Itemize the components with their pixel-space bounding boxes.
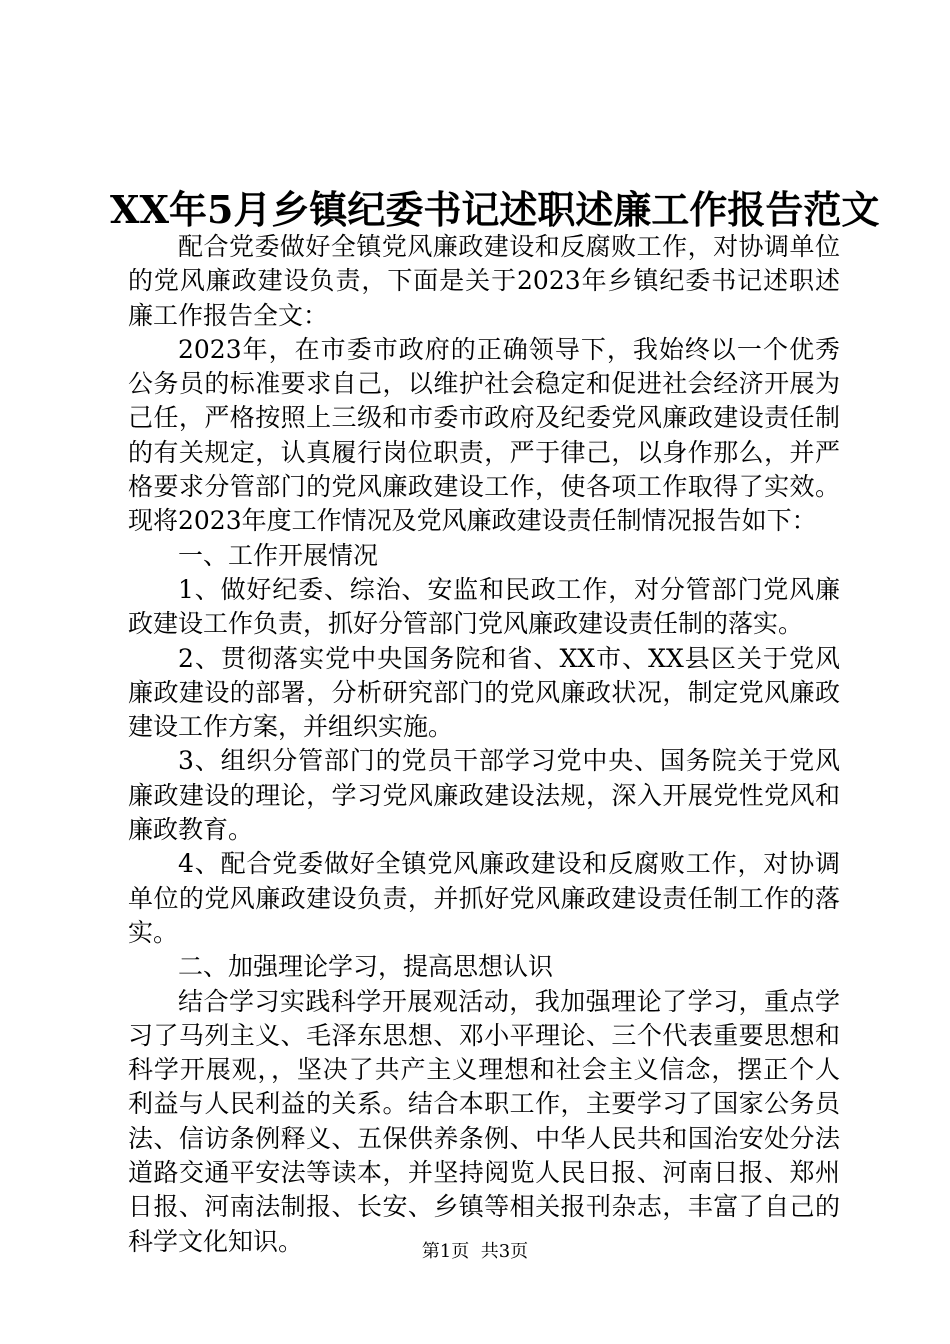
section-heading-theory: 二、加强理论学习，提高思想认识 (178, 952, 554, 982)
page-number-total: 共3页 (480, 1241, 529, 1262)
paragraph-overview: 2023年，在市委市政府的正确领导下，我始终以一个优秀公务员的标准要求自己，以维护社会稳定和促进社会经济开展为己任，严格按照上三级和市委市政府及纪委党风廉政建设责任制的有关规定，认真履行岗位职责，严于律己，以身作那么，并严格要求分管部门的党风廉政建设工作，使各项工作取得了实效。现将2023年度工作情况及党风廉政建设责任制情况报告如下： (128, 334, 840, 536)
paragraph-item-3: 3、组织分管部门的党员干部学习党中央、国务院关于党风廉政建设的理论，学习党风廉政建设法规，深入开展党性党风和廉政教育。 (128, 746, 840, 845)
paragraph-item-4: 4、配合党委做好全镇党风廉政建设和反腐败工作，对协调单位的党风廉政建设负责，并抓好党风廉政建设责任制工作的落实。 (128, 849, 840, 947)
paragraph-intro: 配合党委做好全镇党风廉政建设和反腐败工作，对协调单位的党风廉政建设负责，下面是关于2023年乡镇纪委书记述职述廉工作报告全文： (128, 232, 840, 330)
document-body (128, 230, 840, 1259)
paragraph-item-1: 1、做好纪委、综治、安监和民政工作，对分管部门党风廉政建设工作负责，抓好分管部门党风廉政建设责任制的落实。 (128, 574, 840, 639)
page-footer (0, 1240, 950, 1264)
paragraph-item-2: 2、贯彻落实党中央国务院和省、XX市、XX县区关于党风廉政建设的部署，分析研究部门的党风廉政状况，制定党风廉政建设工作方案，并组织实施。 (128, 643, 840, 742)
paragraph-theory: 结合学习实践科学开展观活动，我加强理论了学习，重点学习了马列主义、毛泽东思想、邓小平理论、三个代表重要思想和科学开展观，，坚决了共产主义理想和社会主义信念，摆正个人利益与人民利益的关系。结合本职工作，主要学习了国家公务员法、信访条例释义、五保供养条例、中华人民共和国治安处分法道路交通平安法等读本，并坚持阅览人民日报、河南日报、郑州日报、河南法制报、长安、乡镇等相关报刊杂志，丰富了自己的科学文化知识。 (128, 986, 840, 1256)
document-title: XX年5月乡镇纪委书记述职述廉工作报告范文 (110, 187, 880, 233)
section-heading-work: 一、工作开展情况 (178, 540, 379, 570)
page-number-current: 第1页 (421, 1241, 470, 1262)
